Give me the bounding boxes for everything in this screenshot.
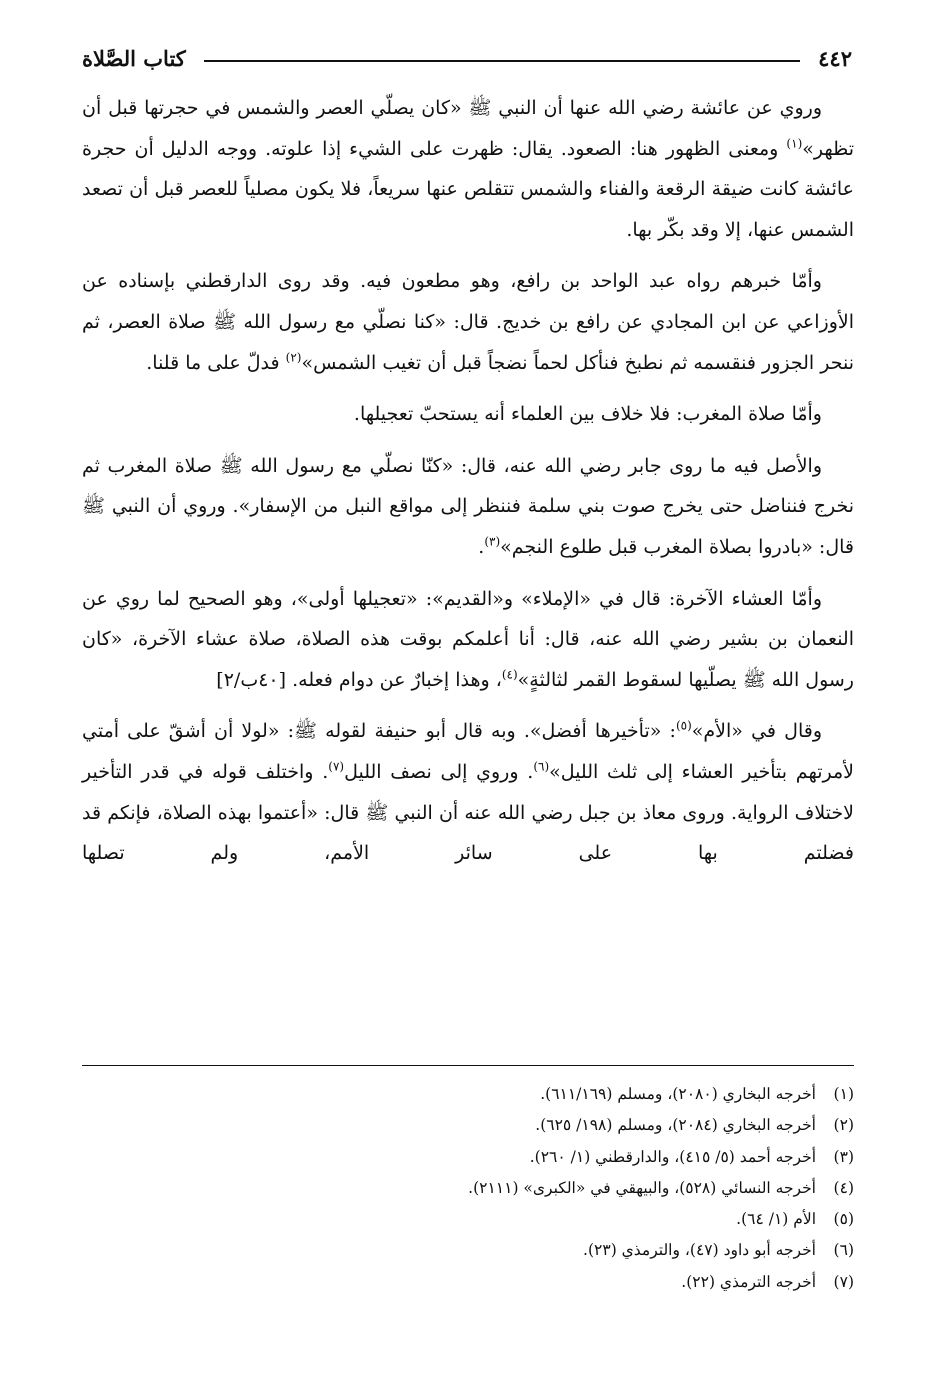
page-header	[82, 38, 852, 78]
footnote-text: أخرجه أحمد (٥/ ٤١٥)، والدارقطني (١/ ٢٦٠).	[529, 1147, 816, 1166]
paragraph-text: . واختلف قوله في قدر التأخير لاختلاف الرواية. وروى معاذ بن جبل رضي الله عنه أن النبي ﷺ قال: «أعتموا بهذه الصلاة، فإنكم قد فضلتم بها على سائر الأمم، ولم تصلها	[82, 760, 854, 865]
paragraph-text: : «تأخيرها أفضل». وبه قال أبو حنيفة لقوله ﷺ: «لولا أن أشقّ على أمتي لأمرتهم بتأخير العشاء إلى ثلث الليل»	[82, 720, 854, 783]
paragraph-text: وأمّا صلاة المغرب: فلا خلاف بين العلماء أنه يستحبّ تعجيلها.	[353, 403, 822, 426]
footnote-ref: (٧)	[328, 759, 345, 774]
footnote-ref: (٤)	[501, 667, 518, 682]
footnote-text: أخرجه البخاري (٢٠٨٠)، ومسلم (٦١١/١٦٩).	[540, 1085, 816, 1103]
paragraph-6	[82, 711, 854, 873]
header-rule	[204, 60, 800, 62]
footnote-number: (٤)	[833, 1178, 854, 1197]
page-number: ٤٤٢	[818, 45, 852, 71]
paragraph-text: ، وهذا إخبارٌ عن دوام فعله. [٤٠ب/٢]	[216, 668, 502, 691]
running-title: كتاب الصَّلاة	[82, 45, 186, 71]
footnote-ref: (٥)	[675, 718, 692, 733]
footnote-item	[82, 1267, 854, 1298]
footnotes	[82, 1079, 854, 1298]
footnote-item	[82, 1204, 854, 1235]
paragraph-text: . وروي إلى نصف الليل	[344, 760, 534, 783]
footnote-ref: (٣)	[484, 534, 501, 549]
footnote-text: الأم (١/ ٦٤).	[736, 1210, 816, 1229]
paragraph-text: فدلّ على ما قلنا.	[146, 351, 286, 374]
footnote-separator	[82, 1065, 854, 1066]
paragraph-3	[82, 394, 854, 435]
paragraph-5	[82, 579, 854, 701]
paragraph-1	[82, 88, 854, 250]
footnote-text: أخرجه البخاري (٢٠٨٤)، ومسلم (١٩٨/ ٦٢٥).	[535, 1116, 816, 1135]
footnote-item	[82, 1079, 854, 1110]
footnote-number: (٦)	[833, 1241, 854, 1260]
footnote-ref: (٦)	[533, 759, 550, 774]
footnote-item	[82, 1235, 854, 1266]
footnote-text: أخرجه النسائي (٥٢٨)، والبيهقي في «الكبرى» (٢١١١).	[468, 1178, 816, 1197]
footnote-item	[82, 1110, 854, 1141]
footnote-ref: (٢)	[285, 350, 302, 365]
footnote-item	[82, 1173, 854, 1204]
footnote-number: (١)	[833, 1085, 854, 1103]
footnote-number: (٥)	[833, 1210, 854, 1229]
paragraph-text: وقال في «الأم»	[691, 720, 822, 743]
paragraph-text: والأصل فيه ما روى جابر رضي الله عنه، قال: «كنّا نصلّي مع رسول الله ﷺ صلاة المغرب ثم نخرج فنناضل حتى يخرج صوت بني سلمة فننظر إلى مواقع النبل من الإسفار». وروي أن النبي ﷺ قال: «بادروا بصلاة المغرب قبل طلوع النجم»	[82, 454, 854, 558]
footnote-number: (٧)	[833, 1272, 854, 1291]
paragraph-text: .	[478, 535, 485, 558]
footnote-ref: (١)	[786, 136, 803, 151]
paragraph-text: ومعنى الظهور هنا: الصعود. يقال: ظهرت على الشيء إذا علوته. ووجه الدليل أن حجرة عائشة كانت ضيقة الرقعة والفناء والشمس تتقلص عنها سريعاً، فلا يكون مصلياً للعصر قبل أن تصعد الشمس عنها، إلا وقد بكّر بها.	[82, 137, 854, 241]
footnote-text: أخرجه الترمذي (٢٢).	[681, 1272, 816, 1291]
footnote-number: (٣)	[833, 1147, 854, 1166]
paragraph-text: وروي عن عائشة رضي الله عنها أن النبي ﷺ «كان يصلّي العصر والشمس في حجرتها قبل أن تظهر»	[82, 97, 854, 160]
paragraph-text: وأمّا خبرهم رواه عبد الواحد بن رافع، وهو مطعون فيه. وقد روى الدارقطني بإسناده عن الأوزاعي عن ابن المجادي عن رافع بن خديج. قال: «كنا نصلّي مع رسول الله ﷺ صلاة العصر، ثم ننحر الجزور فنقسمه ثم نطبخ فنأكل لحماً نضجاً قبل أن تغيب الشمس»	[82, 270, 854, 374]
footnote-item	[82, 1142, 854, 1173]
footnote-number: (٢)	[833, 1116, 854, 1135]
paragraph-text: وأمّا العشاء الآخرة: قال في «الإملاء» و«القديم»: «تعجيلها أولى»، وهو الصحيح لما روي عن النعمان بن بشير رضي الله عنه، قال: أنا أعلمكم بوقت هذه الصلاة، صلاة عشاء الآخرة، «كان رسول الله ﷺ يصلّيها لسقوط القمر لثالثةٍ»	[82, 587, 854, 691]
footnote-text: أخرجه أبو داود (٤٧)، والترمذي (٢٣).	[583, 1241, 816, 1260]
paragraph-2	[82, 261, 854, 383]
main-text	[82, 88, 854, 885]
paragraph-4	[82, 446, 854, 568]
